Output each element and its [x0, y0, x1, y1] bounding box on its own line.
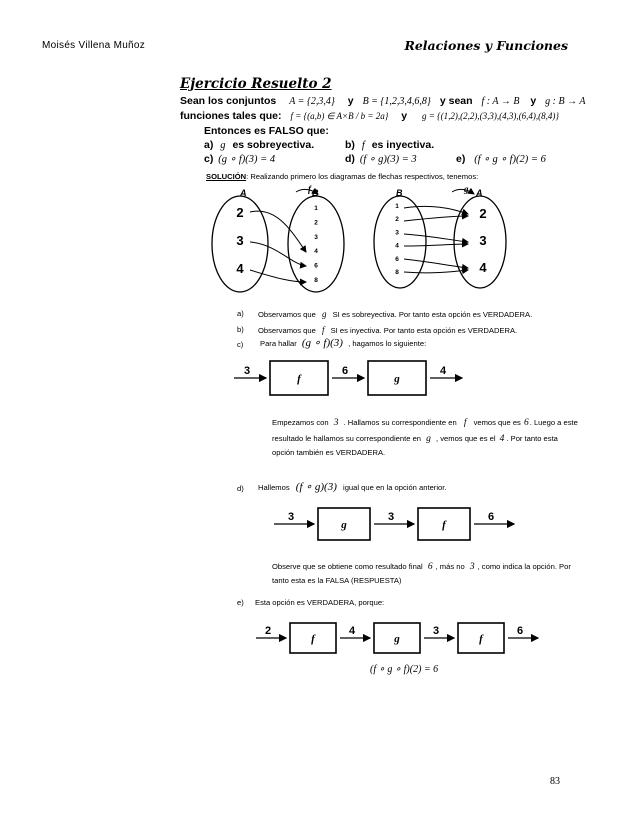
item-text: , hagamos lo siguiente:: [348, 339, 427, 348]
option-text: es sobreyectiva.: [232, 139, 315, 151]
option-math: (g ∘ f)(3) = 4: [218, 154, 276, 165]
option-e: [456, 153, 546, 165]
arrow-2-to-4: [250, 211, 306, 252]
diagram2-arrows: [404, 206, 468, 272]
header-section-title: Relaciones y Funciones: [404, 38, 568, 53]
diagram1-domain-label: A: [240, 188, 247, 198]
flow-box-label: f: [442, 519, 446, 531]
item-b-text: [258, 325, 517, 335]
diagram2-codomain-element: 3: [479, 233, 487, 248]
flow-value: 4: [349, 625, 356, 637]
f-set: f = {(a,b) ∈ A×B / b = 2a}: [290, 111, 389, 121]
flow-box-label: f: [479, 633, 483, 645]
diagram1-codomain-label: B: [312, 188, 319, 198]
option-label: b): [345, 139, 355, 151]
flow-value: 2: [265, 625, 272, 637]
flow-value: 6: [517, 625, 524, 637]
diagram1-func-label: f: [308, 184, 311, 194]
item-d-paragraph-line-2: tanto esta es la FALSA (RESPUESTA): [272, 576, 402, 585]
diagram2-domain-element: 8: [395, 269, 399, 276]
item-text: Hallemos: [258, 483, 290, 492]
page-number: 83: [550, 776, 560, 787]
diagram2-func-arrow: [452, 189, 474, 194]
statement-text: Sean los conjuntos: [180, 95, 277, 107]
flow-box-label: g: [394, 373, 400, 385]
flow-value: 3: [388, 511, 395, 523]
item-math: (f ∘ g)(3): [295, 481, 337, 493]
option-math: (f ∘ g ∘ f)(2) = 6: [474, 154, 546, 165]
statement-line-1: [180, 95, 586, 107]
diagram2-func-label: g: [464, 184, 469, 194]
diagram2-domain-element: 6: [395, 255, 399, 263]
statement-text: y sean: [439, 95, 473, 107]
item-math: (g ∘ f)(3): [301, 337, 343, 349]
diagram1-domain-element: 3: [236, 233, 244, 248]
option-math: (f ∘ g)(3) = 3: [359, 154, 417, 165]
diagram-f: [212, 184, 344, 292]
option-label: c): [204, 153, 214, 165]
item-a-text: [258, 309, 532, 319]
set-a: A = {2,3,4}: [289, 96, 335, 107]
item-text: igual que en la opción anterior.: [343, 483, 447, 492]
option-label: a): [204, 139, 214, 151]
option-c: [204, 153, 275, 165]
item-text: Observamos que: [258, 310, 316, 319]
item-e-label: e): [237, 598, 244, 607]
option-text: es inyectiva.: [371, 139, 435, 151]
item-text: Observamos que: [258, 326, 316, 335]
diagram2-codomain-element: 2: [479, 206, 487, 221]
diagram2-domain-label: B: [396, 188, 403, 198]
item-c-paragraph-line-3: opción también es VERDADERA.: [272, 448, 386, 457]
item-text: Para hallar: [260, 339, 297, 348]
solution-intro: [206, 172, 478, 181]
arrow-diagrams: [196, 182, 576, 296]
option-a: [204, 139, 314, 151]
f-definition: f : A → B: [481, 96, 520, 107]
statement-text: y: [530, 95, 537, 107]
diagram2-codomain-element: 4: [479, 260, 487, 275]
diagram1-codomain-element: 2: [314, 219, 318, 227]
item-e-text: Esta opción es VERDADERA, porque:: [255, 598, 385, 607]
solution-label: SOLUCIÓN: [206, 172, 247, 181]
flow-box-label: g: [341, 519, 347, 531]
option-math: g: [220, 140, 226, 151]
exercise-title: Ejercicio Resuelto 2: [180, 76, 332, 92]
item-c-paragraph-line-1: Empezamos con 3 . Hallamos su correspondiente en f vemos que es 6. Luego a este: [272, 418, 578, 428]
diagram2-domain-element: 2: [395, 216, 399, 224]
g-definition: g : B → A: [545, 96, 586, 107]
flow-value: 4: [440, 365, 447, 377]
diagram2-domain-oval: [374, 196, 426, 288]
header-author: Moisés Villena Muñoz: [42, 40, 146, 51]
diagram1-codomain-element: 8: [314, 277, 318, 284]
item-math: g: [321, 309, 327, 319]
set-b: B = {1,2,3,4,6,8}: [362, 96, 431, 107]
statement-text: funciones tales que:: [180, 110, 282, 122]
diagram-g: [374, 184, 506, 288]
diagram2-domain-element: 4: [395, 242, 399, 250]
item-text: SI es inyectiva. Por tanto esta opción es VERDADERA.: [330, 326, 518, 335]
flow-value: 3: [433, 625, 440, 637]
diagram1-codomain-element: 1: [314, 205, 318, 212]
item-d-label: d): [237, 484, 244, 493]
g-set: g = {(1,2),(2,2),(3,3),(4,3),(6,4),(8,4)}: [421, 111, 559, 121]
item-b-label: b): [237, 325, 244, 334]
diagram1-codomain-element: 3: [314, 233, 318, 241]
flow-value: 6: [342, 365, 349, 377]
option-label: e): [456, 153, 466, 165]
diagram2-domain-element: 1: [395, 203, 399, 210]
flow-value: 6: [488, 511, 495, 523]
statement-line-2: [180, 110, 559, 122]
item-e-caption: (f ∘ g ∘ f)(2) = 6: [370, 664, 439, 675]
solution-text: : Realizando primero los diagramas de flechas respectivos, tenemos:: [246, 172, 479, 181]
item-a-label: a): [237, 309, 244, 318]
flow-box-label: f: [311, 633, 315, 645]
option-d: [345, 153, 417, 165]
item-text: SI es sobreyectiva. Por tanto esta opción es VERDADERA.: [332, 310, 533, 319]
arrow-3-to-6: [250, 242, 306, 266]
flow-value: 3: [244, 365, 251, 377]
item-c-label: c): [237, 340, 244, 349]
diagram1-domain-element: 2: [236, 205, 244, 220]
diagram1-codomain-element: 6: [314, 262, 318, 270]
item-math: f: [321, 325, 325, 335]
item-d-paragraph-line-1: Observe que se obtiene como resultado final 6 , más no 3 , como indica la opción. Por: [272, 562, 571, 572]
diagram2-codomain-label: A: [476, 188, 483, 198]
option-b: [345, 139, 434, 151]
flow-value: 3: [288, 511, 295, 523]
diagram2-domain-element: 3: [395, 229, 399, 237]
diagram1-codomain-element: 4: [314, 248, 318, 256]
item-c-text: [260, 336, 426, 349]
option-label: d): [345, 153, 355, 165]
item-c-paragraph-line-2: resultado le hallamos su correspondiente en g , vemos que es el 4 . Por tanto esta: [272, 434, 558, 444]
option-math: f: [361, 140, 365, 151]
flow-diagram-d: [270, 502, 540, 546]
diagram1-arrows: [250, 211, 306, 282]
statement-text: y: [401, 110, 408, 122]
statement-line-3: Entonces es FALSO que:: [204, 125, 329, 137]
item-d-text: [258, 480, 446, 493]
diagram1-domain-element: 4: [236, 261, 244, 276]
flow-box-label: g: [394, 633, 400, 645]
flow-box-label: f: [297, 373, 301, 385]
flow-diagram-c: [230, 356, 447, 400]
statement-text: y: [347, 95, 354, 107]
flow-diagram-e: [252, 616, 542, 660]
